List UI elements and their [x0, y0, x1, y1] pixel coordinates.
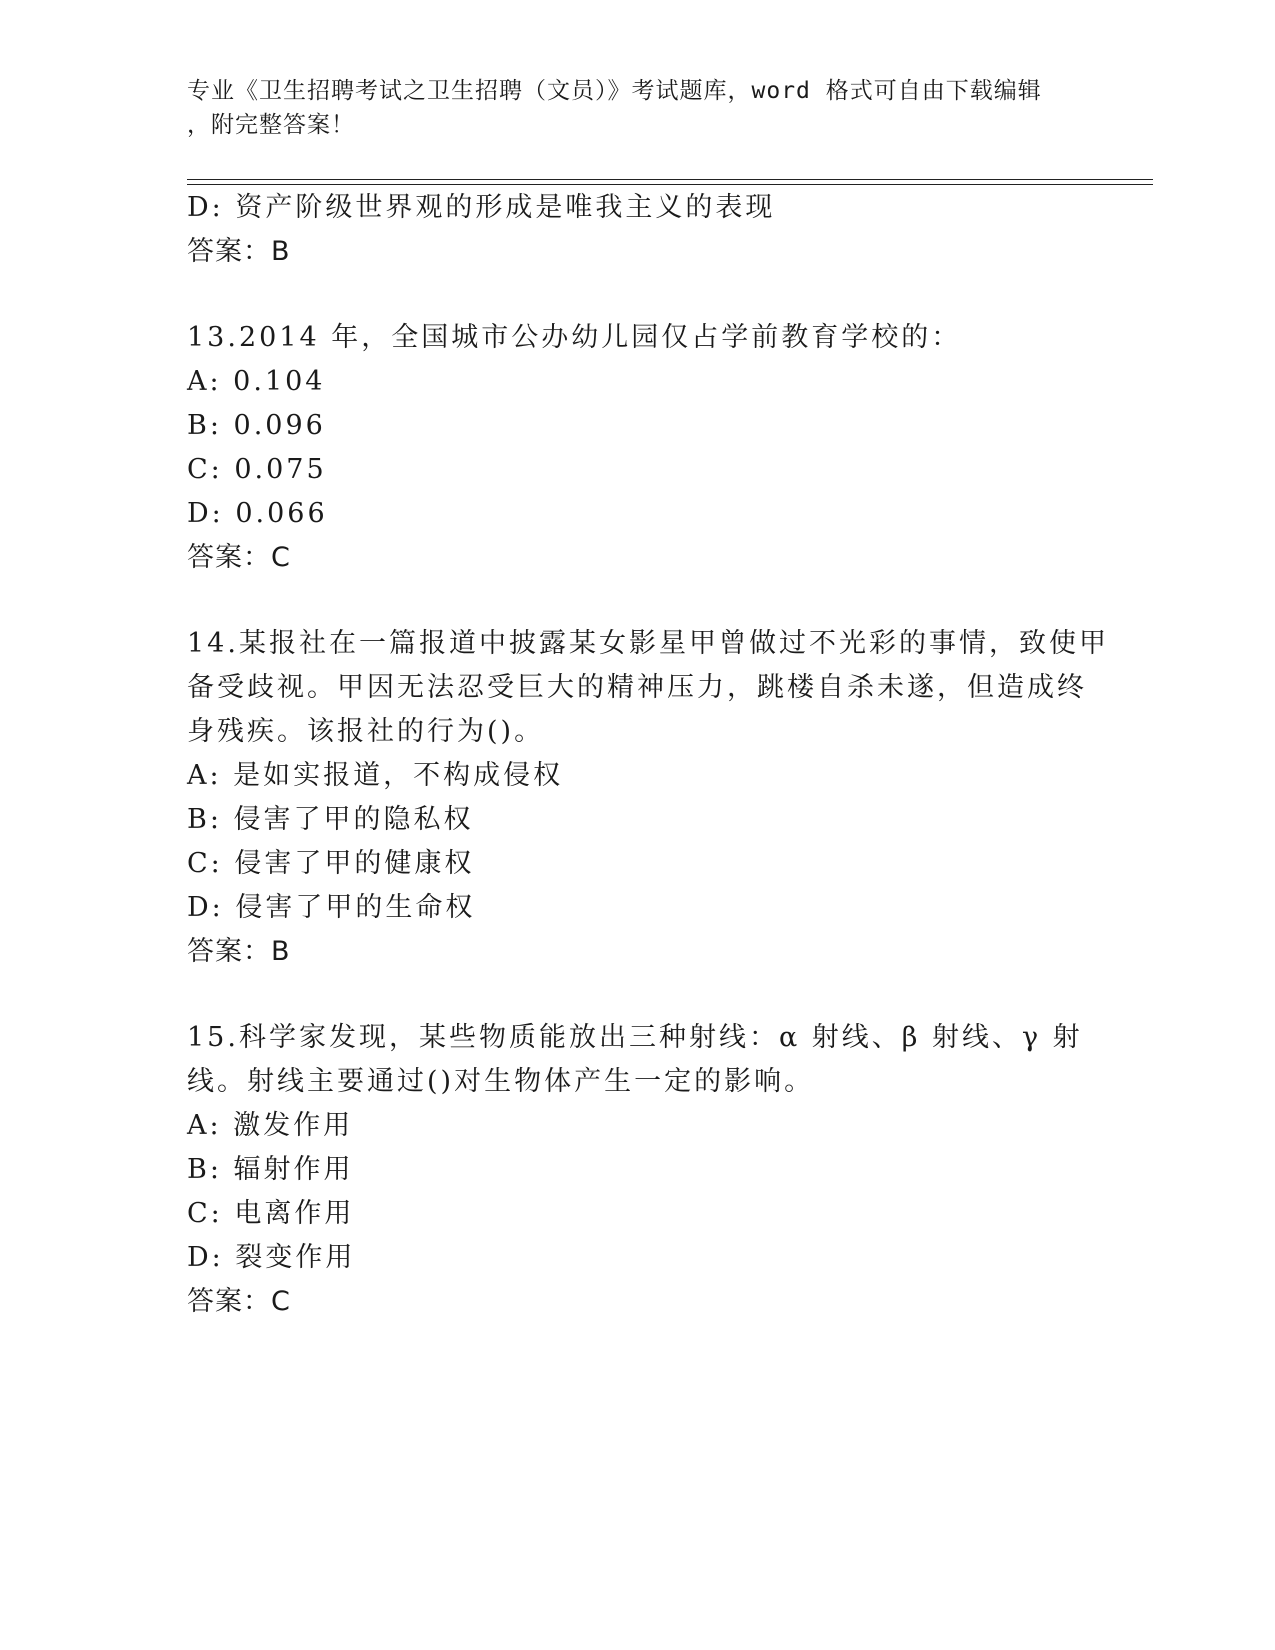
q14-option-d: D: 侵害了甲的生命权 [187, 892, 476, 923]
header-line-2: ，附完整答案！ [187, 112, 355, 138]
q13-stem: 13.2014 年，全国城市公办幼儿园仅占学前教育学校的： [187, 322, 962, 353]
q14-option-c: C: 侵害了甲的健康权 [187, 848, 475, 879]
prev-answer: 答案：B [187, 236, 291, 267]
q14-answer: 答案：B [187, 936, 291, 967]
q14-stem-line-2: 备受歧视。甲因无法忍受巨大的精神压力，跳楼自杀未遂，但造成终 [187, 672, 1087, 703]
prev-option-d: D: 资产阶级世界观的形成是唯我主义的表现 [187, 192, 776, 223]
q13-option-c: C: 0.075 [187, 454, 327, 485]
q13-option-a: A: 0.104 [187, 366, 326, 397]
header-divider-top [187, 179, 1153, 180]
document-header [187, 74, 1067, 142]
q13-answer: 答案：C [187, 542, 291, 573]
header-line-1: 专业《卫生招聘考试之卫生招聘（文员）》考试题库，word 格式可自由下载编辑 [187, 78, 1042, 104]
q15-option-a: A: 激发作用 [187, 1110, 354, 1141]
q14-option-b: B: 侵害了甲的隐私权 [187, 804, 474, 835]
header-divider-bottom [187, 184, 1153, 185]
q14-stem-line-3: 身残疾。该报社的行为()。 [187, 716, 545, 747]
q15-option-b: B: 辐射作用 [187, 1154, 354, 1185]
q14-option-a: A: 是如实报道，不构成侵权 [187, 760, 564, 791]
q15-option-c: C: 电离作用 [187, 1198, 355, 1229]
q13-option-b: B: 0.096 [187, 410, 326, 441]
q14-stem-line-1: 14.某报社在一篇报道中披露某女影星甲曾做过不光彩的事情，致使甲 [187, 628, 1109, 659]
q15-answer: 答案：C [187, 1286, 291, 1317]
q13-option-d: D: 0.066 [187, 498, 328, 529]
q15-stem-line-2: 线。射线主要通过()对生物体产生一定的影响。 [187, 1066, 815, 1097]
q15-option-d: D: 裂变作用 [187, 1242, 356, 1273]
q15-stem-line-1: 15.科学家发现，某些物质能放出三种射线：α 射线、β 射线、γ 射 [187, 1022, 1083, 1053]
